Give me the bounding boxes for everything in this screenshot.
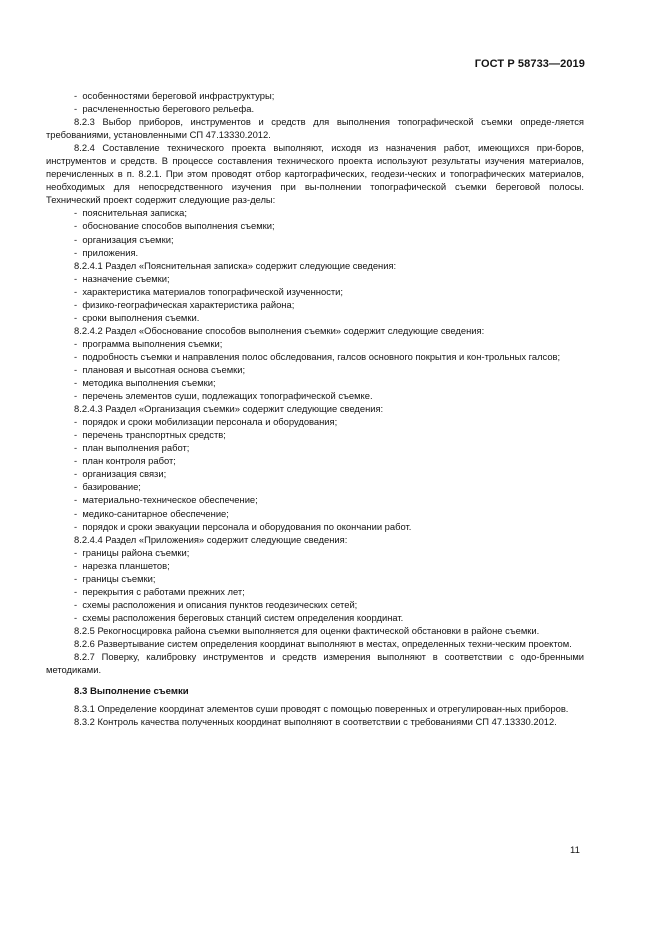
list-item: - порядок и сроки мобилизации персонала и оборудования;: [46, 415, 584, 428]
paragraph: 8.2.4.2 Раздел «Обоснование способов выполнения съемки» содержит следующие сведения:: [74, 324, 485, 336]
list-item: - физико-географическая характеристика района;: [46, 298, 584, 311]
list-item: - план выполнения работ;: [46, 441, 584, 454]
list-item: - обоснование способов выполнения съемки;: [46, 219, 584, 232]
list-item: - программа выполнения съемки;: [46, 337, 584, 350]
list-item: - организация связи;: [46, 467, 584, 480]
document-body: [46, 89, 584, 728]
paragraph: 8.2.5 Рекогносцировка района съемки выполняется для оценки фактической обстановки в районе съемки.: [74, 624, 540, 636]
page-number: 11: [570, 845, 580, 856]
list-item: - схемы расположения и описания пунктов геодезических сетей;: [46, 598, 584, 611]
list-item: - перечень транспортных средств;: [46, 428, 584, 441]
list-item: - методика выполнения съемки;: [46, 376, 584, 389]
list-item: - назначение съемки;: [46, 272, 584, 285]
paragraph: 8.2.6 Развертывание систем определения координат выполняют в местах, определенных техни-ческим проектом.: [74, 637, 572, 649]
list-item: - нарезка планшетов;: [46, 559, 584, 572]
list-item: - порядок и сроки эвакуации персонала и оборудования по окончании работ.: [46, 520, 584, 533]
list-item: - расчлененностью берегового рельефа.: [46, 102, 584, 115]
list-item: - особенностями береговой инфраструктуры;: [46, 89, 584, 102]
list-item: - перекрытия с работами прежних лет;: [46, 585, 584, 598]
list-item: - перечень элементов суши, подлежащих топографической съемке.: [46, 389, 584, 402]
list-item: - медико-санитарное обеспечение;: [46, 507, 584, 520]
paragraph: 8.2.4.4 Раздел «Приложения» содержит следующие сведения:: [74, 533, 348, 545]
list-item: - пояснительная записка;: [46, 206, 584, 219]
paragraph: 8.3.2 Контроль качества полученных координат выполняют в соответствии с требованиями СП 47.13330.2012.: [74, 716, 557, 728]
list-item: - материально-техническое обеспечение;: [46, 493, 584, 506]
list-item: - базирование;: [46, 480, 584, 493]
list-item: - сроки выполнения съемки.: [46, 311, 584, 324]
section-heading: 8.3 Выполнение съемки: [74, 686, 189, 698]
list-item: - приложения.: [46, 246, 584, 259]
paragraph: 8.2.4.3 Раздел «Организация съемки» содержит следующие сведения:: [74, 403, 384, 415]
paragraph: 8.2.4.1 Раздел «Пояснительная записка» содержит следующие сведения:: [74, 259, 397, 271]
list-item: - подробность съемки и направления полос обследования, галсов основного покрытия и кон-трольных галсов;: [46, 350, 584, 363]
list-item: - характеристика материалов топографической изученности;: [46, 285, 584, 298]
paragraph: 8.2.7 Поверку, калибровку инструментов и средств измерения выполняют в соответствии с одо-бренными методиками.: [46, 651, 584, 676]
list-item: - схемы расположения береговых станций систем определения координат.: [46, 611, 584, 624]
list-item: - организация съемки;: [46, 233, 584, 246]
paragraph: 8.2.4 Составление технического проекта выполняют, исходя из назначения работ, имеющихся при-боров, инструментов и средств. В процессе составления технического проекта используют результаты изучения материалов, перечисленных в п. 8.2.1. При этом проводят отбор картографических, геодези-ческих и топографических материалов, необходимых для непосредственного изучения при вы-полнении топографической съемки береговой полосы. Технический проект содержит следующие раз-делы:: [46, 142, 584, 206]
list-item: - границы района съемки;: [46, 546, 584, 559]
paragraph: 8.2.3 Выбор приборов, инструментов и средств для выполнения топографической съемки опреде-ляется требованиями, установленными СП 47.13330.2012.: [46, 116, 584, 141]
paragraph: 8.3.1 Определение координат элементов суши проводят с помощью поверенных и отрегулирован-ных приборов.: [74, 703, 569, 715]
list-item: - границы съемки;: [46, 572, 584, 585]
list-item: - план контроля работ;: [46, 454, 584, 467]
document-code-header: ГОСТ Р 58733—2019: [474, 58, 585, 70]
list-item: - плановая и высотная основа съемки;: [46, 363, 584, 376]
